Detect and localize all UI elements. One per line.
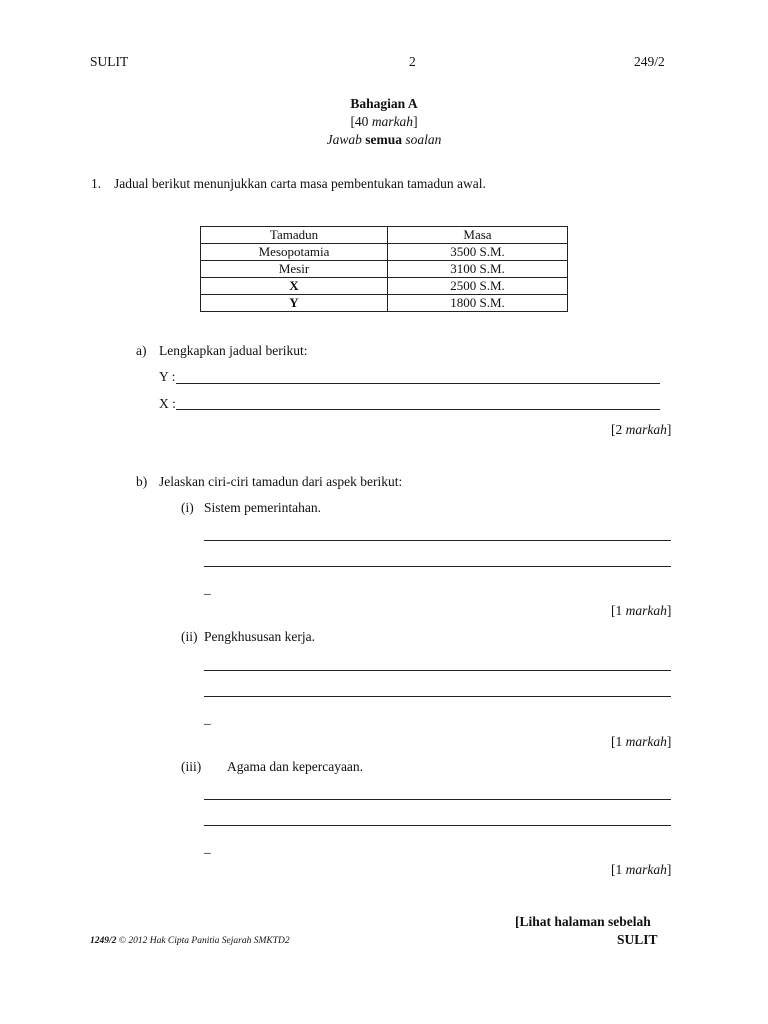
answer-line[interactable] xyxy=(204,799,671,800)
sub-ii-label: (ii) xyxy=(181,629,198,644)
header-paper-code: 249/2 xyxy=(634,54,665,69)
sub-i-label: (i) xyxy=(181,500,194,515)
table-cell-masa: 2500 S.M. xyxy=(388,278,568,295)
section-instruction: Jawab semua soalan xyxy=(326,132,442,147)
table-header-masa: Masa xyxy=(388,227,568,244)
part-a-text: Lengkapkan jadual berikut: xyxy=(159,343,308,358)
sub-iii-label: (iii) xyxy=(181,759,202,774)
table-cell-tamadun: Y xyxy=(201,295,388,312)
answer-line[interactable] xyxy=(204,696,671,697)
footer-copyright: 1249/2 © 2012 Hak Cipta Panitia Sejarah SMKTD2 xyxy=(90,936,290,946)
answer-line-end: _ xyxy=(204,581,211,596)
table-cell-tamadun: Mesir xyxy=(201,261,388,278)
table-row xyxy=(201,244,568,261)
answer-x-label: X : xyxy=(159,396,176,411)
footer-sulit: SULIT xyxy=(617,932,658,947)
answer-line[interactable] xyxy=(204,566,671,567)
answer-line-end: _ xyxy=(204,711,211,726)
table-row xyxy=(201,278,568,295)
sub-ii-text: Pengkhususan kerja. xyxy=(204,629,315,644)
part-b-text: Jelaskan ciri-ciri tamadun dari aspek berikut: xyxy=(159,474,403,489)
header-page-number: 2 xyxy=(409,54,416,69)
table-cell-masa: 3500 S.M. xyxy=(388,244,568,261)
part-a-label: a) xyxy=(136,343,147,358)
sub-i-marks: [1 markah] xyxy=(611,603,672,618)
question-text: Jadual berikut menunjukkan carta masa pembentukan tamadun awal. xyxy=(114,176,486,191)
table-cell-tamadun: Mesopotamia xyxy=(201,244,388,261)
table-cell-masa: 1800 S.M. xyxy=(388,295,568,312)
sub-ii-marks: [1 markah] xyxy=(611,734,672,749)
answer-line[interactable] xyxy=(204,540,671,541)
answer-y-line[interactable] xyxy=(176,383,660,384)
section-title: Bahagian A xyxy=(350,96,418,111)
question-number: 1. xyxy=(91,176,102,191)
answer-y-label: Y : xyxy=(159,369,176,384)
answer-line[interactable] xyxy=(204,670,671,671)
sub-i-text: Sistem pemerintahan. xyxy=(204,500,321,515)
table-header-row xyxy=(201,227,568,244)
timeline-table xyxy=(200,226,568,312)
section-marks: [40 markah] xyxy=(350,114,418,129)
table-cell-masa: 3100 S.M. xyxy=(388,261,568,278)
header-sulit: SULIT xyxy=(90,54,129,69)
answer-x-line[interactable] xyxy=(176,409,660,410)
answer-line[interactable] xyxy=(204,825,671,826)
answer-line-end: _ xyxy=(204,840,211,855)
table-row xyxy=(201,261,568,278)
table-header-tamadun: Tamadun xyxy=(201,227,388,244)
part-a-marks: [2 markah] xyxy=(611,422,672,437)
sub-iii-marks: [1 markah] xyxy=(611,862,672,877)
sub-iii-text: Agama dan kepercayaan. xyxy=(227,759,364,774)
part-b-label: b) xyxy=(136,474,148,489)
table-cell-tamadun: X xyxy=(201,278,388,295)
footer-next-page: [Lihat halaman sebelah xyxy=(515,914,651,929)
table-row xyxy=(201,295,568,312)
